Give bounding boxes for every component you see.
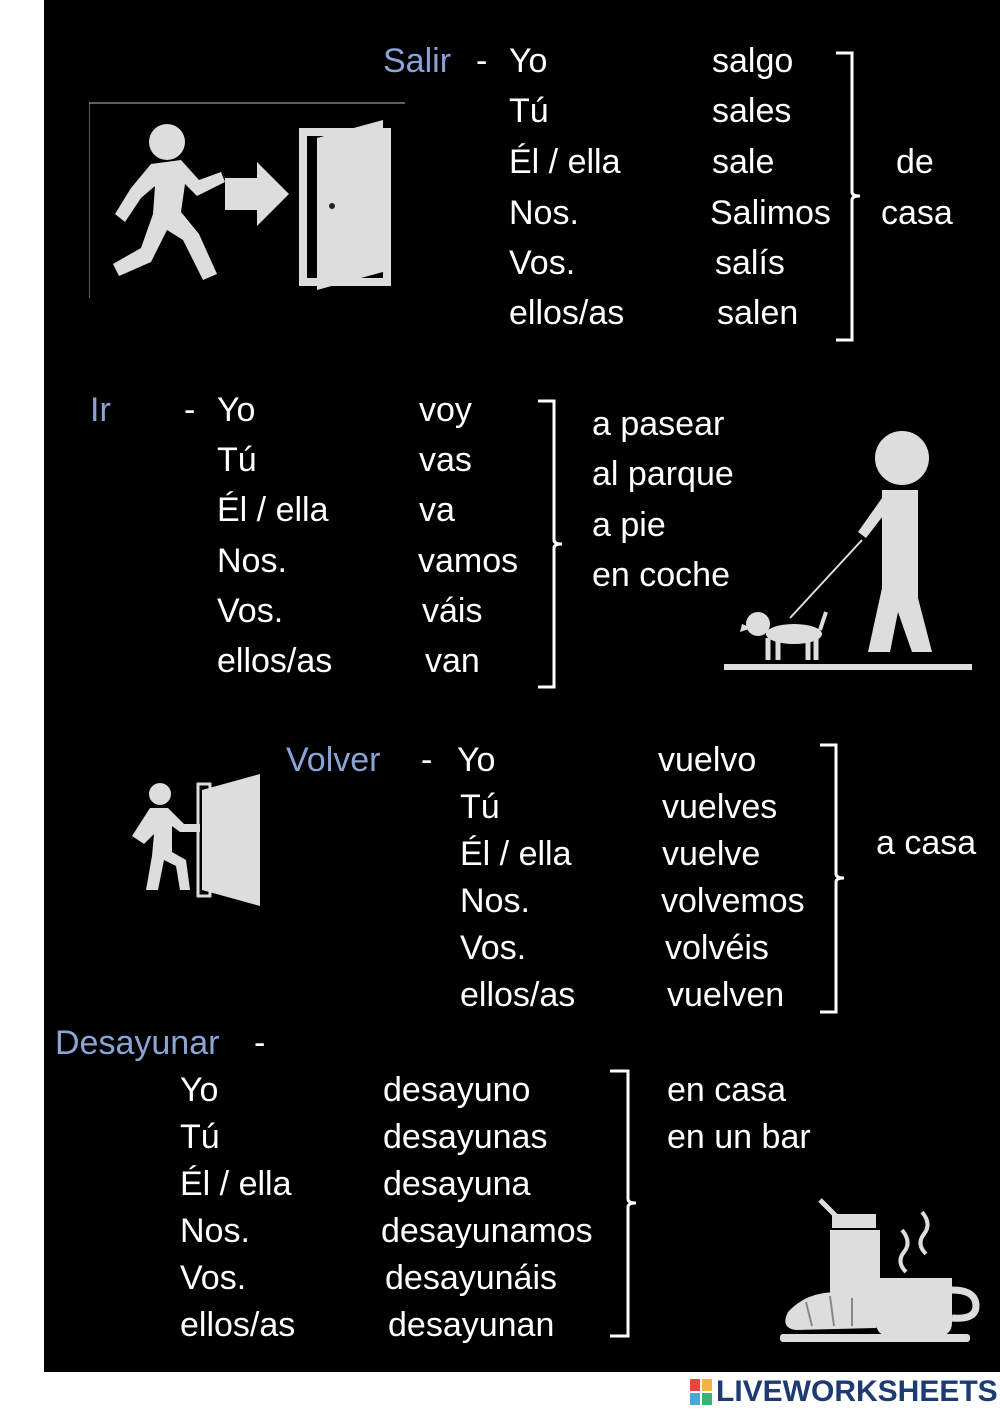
verb-ir: Ir bbox=[90, 391, 111, 429]
subject: ellos/as bbox=[180, 1306, 296, 1344]
conjugation: desayunan bbox=[388, 1306, 555, 1344]
subject: Nos. bbox=[509, 194, 579, 232]
subject: Vos. bbox=[460, 929, 527, 967]
brace bbox=[608, 1068, 654, 1340]
subject: Yo bbox=[457, 741, 496, 779]
complement: de bbox=[896, 143, 934, 181]
conjugation: desayuna bbox=[383, 1165, 531, 1203]
conjugation: salen bbox=[717, 294, 799, 332]
subject: Yo bbox=[180, 1071, 219, 1109]
brand-name: LIVEWORKSHEETS bbox=[716, 1375, 998, 1408]
conjugation: vuelvo bbox=[658, 741, 757, 779]
dash: - bbox=[476, 42, 488, 80]
subject: Vos. bbox=[180, 1259, 247, 1297]
subject: Vos. bbox=[217, 592, 284, 630]
conjugation: vuelves bbox=[662, 788, 778, 826]
subject: Tú bbox=[180, 1118, 220, 1156]
subject: Nos. bbox=[460, 882, 530, 920]
brace bbox=[536, 398, 582, 693]
breakfast-icon bbox=[776, 1194, 982, 1346]
conjugation: volvemos bbox=[661, 884, 805, 918]
dash: - bbox=[184, 391, 196, 429]
subject: Tú bbox=[460, 788, 500, 826]
conjugation: Salimos bbox=[710, 196, 831, 230]
dash: - bbox=[254, 1024, 266, 1062]
conjugation: van bbox=[425, 642, 480, 680]
subject: ellos/as bbox=[460, 976, 576, 1014]
brace bbox=[832, 50, 882, 345]
complement: en un bar bbox=[667, 1118, 811, 1156]
conjugation: va bbox=[419, 491, 455, 529]
complement: en casa bbox=[667, 1071, 787, 1109]
conjugation: sale bbox=[712, 143, 775, 181]
subject: Él / ella bbox=[460, 835, 572, 873]
conjugation: vas bbox=[419, 441, 472, 479]
complement: en coche bbox=[592, 556, 730, 594]
liveworksheets-logo bbox=[690, 1376, 998, 1408]
conjugation: salgo bbox=[712, 42, 794, 80]
subject: Tú bbox=[217, 441, 257, 479]
conjugation: desayuno bbox=[383, 1071, 531, 1109]
complement: a pie bbox=[592, 506, 666, 544]
conjugation: desayunas bbox=[383, 1118, 548, 1156]
subject: ellos/as bbox=[509, 294, 625, 332]
conjugation: vuelve bbox=[662, 835, 761, 873]
verb-desayunar: Desayunar bbox=[55, 1024, 220, 1062]
subject: Tú bbox=[509, 92, 549, 130]
subject: Él / ella bbox=[509, 143, 621, 181]
conjugation: desayunamos bbox=[381, 1214, 593, 1248]
subject: Nos. bbox=[180, 1212, 250, 1250]
conjugation: sales bbox=[712, 92, 792, 130]
conjugation: desayunáis bbox=[385, 1259, 558, 1297]
subject: Yo bbox=[509, 42, 548, 80]
subject: Nos. bbox=[217, 542, 287, 580]
logo-icon bbox=[690, 1379, 712, 1405]
conjugation: volvéis bbox=[665, 929, 769, 967]
complement: a casa bbox=[876, 824, 977, 862]
complement: a pasear bbox=[592, 405, 725, 443]
subject: Vos. bbox=[509, 244, 576, 282]
conjugation: voy bbox=[419, 391, 472, 429]
conjugation: vuelven bbox=[667, 976, 785, 1014]
enter-door-icon bbox=[124, 772, 264, 908]
conjugation: salís bbox=[715, 244, 785, 282]
subject: Yo bbox=[217, 391, 256, 429]
subject: ellos/as bbox=[217, 642, 333, 680]
subject: Él / ella bbox=[180, 1165, 292, 1203]
verb-salir: Salir bbox=[383, 42, 452, 80]
verb-volver: Volver bbox=[286, 741, 381, 779]
conjugation: váis bbox=[422, 592, 483, 630]
exit-door-icon bbox=[89, 102, 405, 298]
brace bbox=[818, 742, 864, 1016]
walking-dog-icon bbox=[722, 428, 974, 674]
subject: Él / ella bbox=[217, 491, 329, 529]
complement: al parque bbox=[592, 455, 734, 493]
complement: casa bbox=[881, 194, 953, 232]
dash: - bbox=[421, 741, 433, 779]
conjugation: vamos bbox=[418, 542, 519, 580]
